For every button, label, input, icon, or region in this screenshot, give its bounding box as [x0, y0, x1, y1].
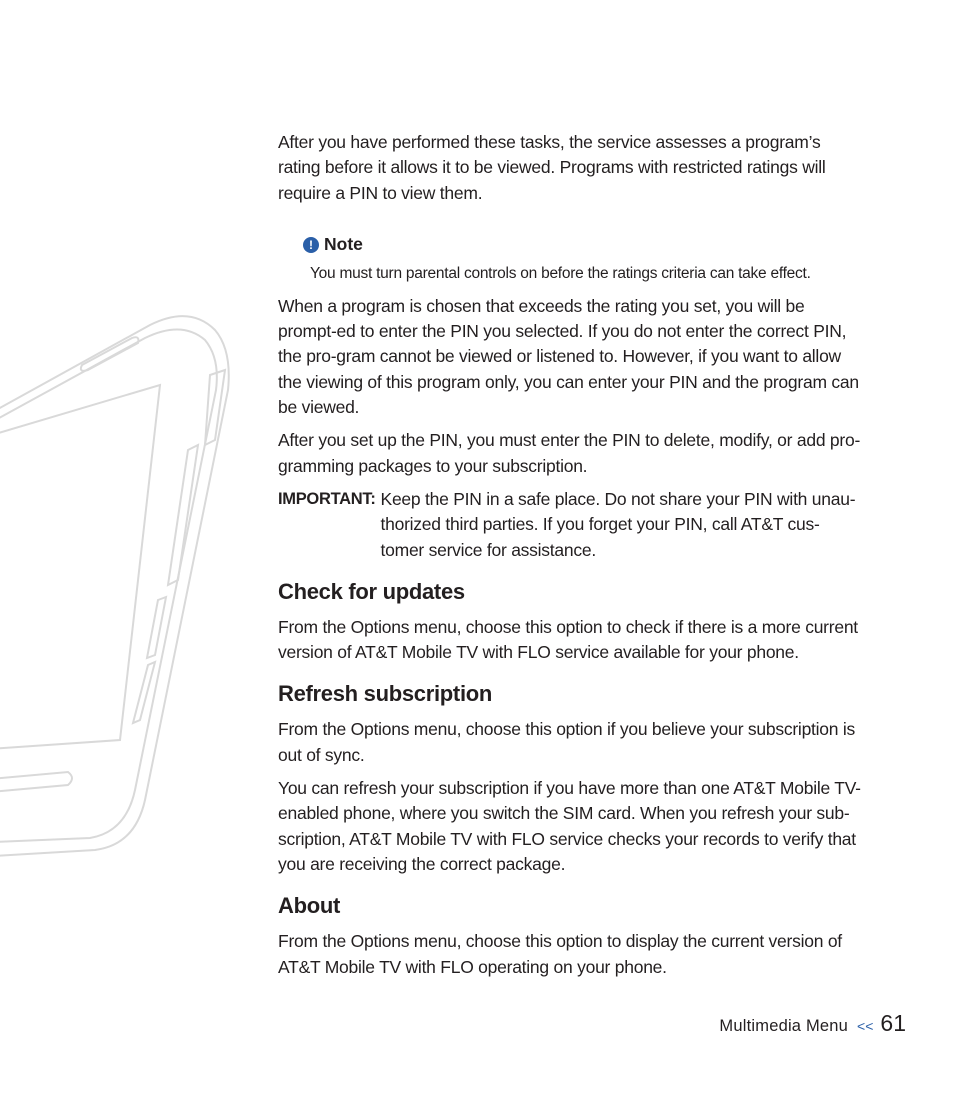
- section-heading-refresh-subscription: Refresh subscription: [278, 681, 493, 707]
- exclamation-circle-icon: !: [303, 237, 319, 253]
- footer-separator: <<: [857, 1018, 874, 1034]
- refresh-subscription-paragraph-2: You can refresh your subscription if you have more than one AT&T Mobile TV-enabled phone, where you switch the SIM card. When you refresh your sub-scription, AT&T Mobile TV with FLO service checks your records to verify that you are receiving the correct package.: [278, 778, 861, 874]
- important-text: Keep the PIN in a safe place. Do not share your PIN with unau-thorized third parties. If you forget your PIN, call AT&T cus-tomer service for assistance.: [380, 488, 856, 560]
- section-heading-check-for-updates: Check for updates: [278, 578, 465, 604]
- note-heading: [303, 234, 863, 256]
- pin-paragraph: After you set up the PIN, you must enter the PIN to delete, modify, or add pro-gramming packages to your subscription.: [278, 430, 861, 476]
- about-paragraph: From the Options menu, choose this option to display the current version of AT&T Mobile TV with FLO operating on your phone.: [278, 931, 842, 977]
- section-heading-about: About: [278, 893, 341, 919]
- note-body: You must turn parental controls on before the ratings criteria can take effect.: [310, 264, 811, 282]
- important-notice: [278, 487, 863, 563]
- refresh-subscription-paragraph-1: From the Options menu, choose this option if you believe your subscription is out of sync.: [278, 719, 856, 765]
- rating-paragraph: When a program is chosen that exceeds the rating you set, you will be prompt-ed to enter the PIN you selected. If you do not enter the correct PIN, the pro-gram cannot be viewed or listened to. However, if you want to allow the viewing of this program only, you can enter your PIN and the program can be viewed.: [278, 295, 859, 418]
- note-title: Note: [324, 234, 363, 255]
- footer-section-title: Multimedia Menu: [719, 1017, 849, 1035]
- page-number: 61: [880, 1010, 906, 1036]
- page-footer: [719, 1010, 906, 1037]
- phone-outline-illustration: [0, 310, 250, 870]
- important-label: IMPORTANT:: [278, 489, 376, 508]
- intro-paragraph: After you have performed these tasks, the service assesses a program’s rating before it allows it to be viewed. Programs with restricted ratings will require a PIN to view them.: [278, 132, 826, 203]
- check-for-updates-paragraph: From the Options menu, choose this option to check if there is a more current version of AT&T Mobile TV with FLO service available for your phone.: [278, 616, 858, 663]
- main-content: [278, 130, 863, 980]
